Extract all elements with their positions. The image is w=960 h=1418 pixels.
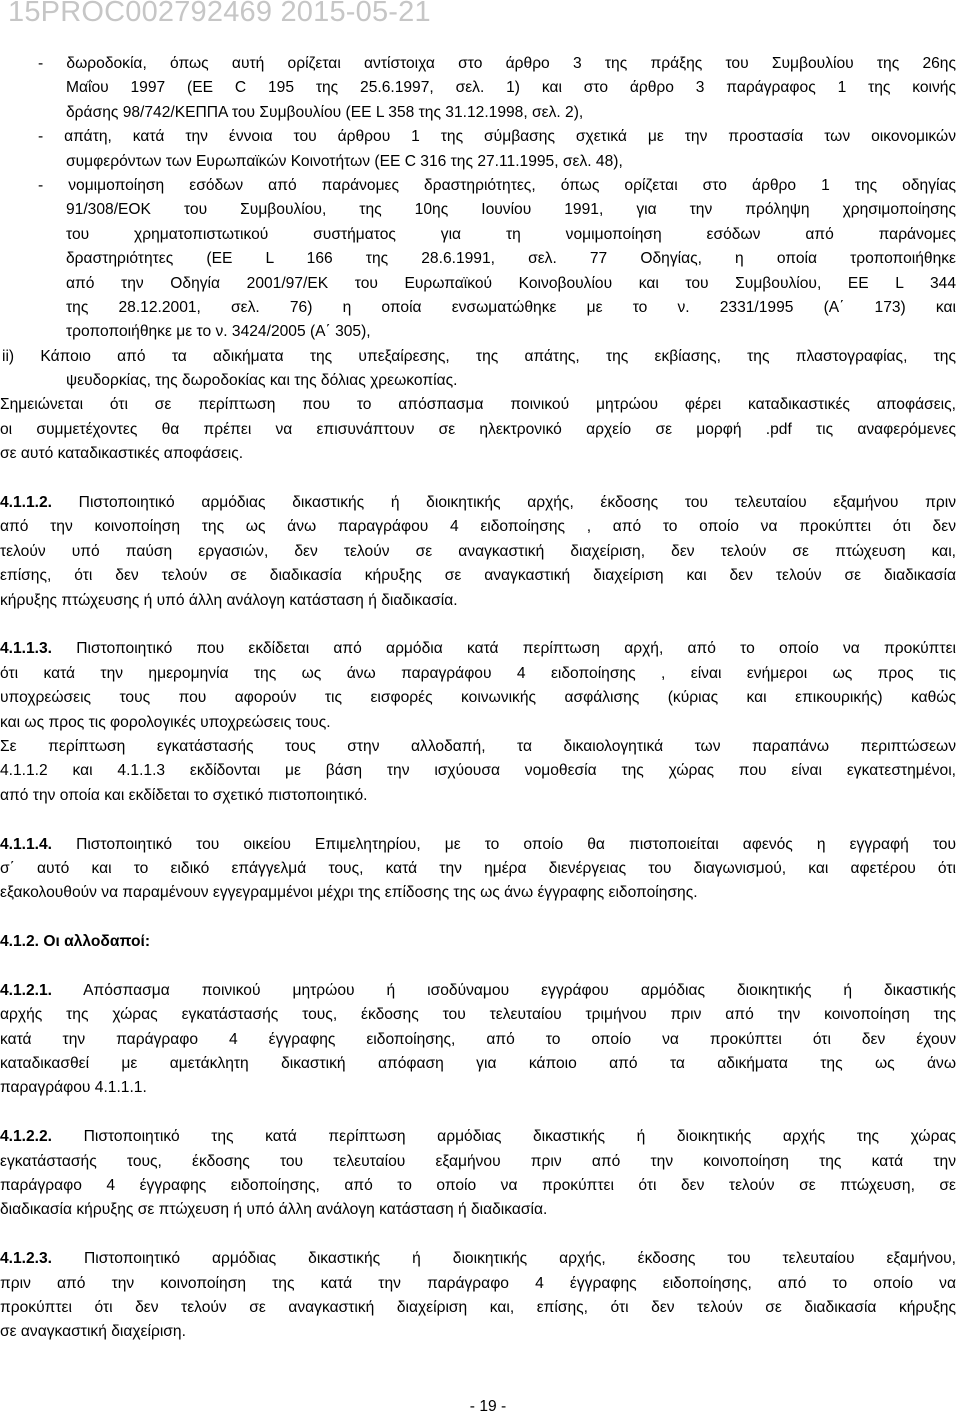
line-text: τελούν υπό παύση εργασιών, δεν τελούν σε αναγκαστική διαχείριση, δεν τελούν σε πτώχευση και, bbox=[0, 542, 956, 560]
line-text: υποχρεώσεις τους που αφορούν τις εισφορές κοινωνικής ασφάλισης (κύριας και επικουρικής) καθώς bbox=[0, 689, 956, 707]
paragraph-spacer bbox=[0, 613, 960, 637]
line-text: ii) Κάποιο από τα αδικήματα της υπεξαίρεσης, της απάτης, της εκβίασης, της πλαστογραφίας, της bbox=[2, 347, 956, 365]
line-text: δράσης 98/742/ΚΕΠΠΑ του Συμβουλίου (ΕΕ L 358 της 31.12.1998, σελ. 2), bbox=[66, 103, 584, 121]
line-text: σε αυτό καταδικαστικές αποφάσεις. bbox=[0, 445, 244, 463]
line-text: εξακολουθούν να παραμένουν εγγεγραμμένοι μέχρι της επίδοσης της ως άνω έγγραφης ειδοποίησης. bbox=[0, 884, 698, 902]
section-number: 4.1.2.1. bbox=[0, 981, 53, 999]
line-text: Σημειώνεται ότι σε περίπτωση που το απόσπασμα ποινικού μητρώου φέρει καταδικαστικές αποφάσεις, bbox=[0, 396, 956, 414]
text-line bbox=[0, 174, 960, 198]
line-text: παράγραφο 4 έγγραφης ειδοποίησης, από το οποίο να προκύπτει ότι δεν τελούν σε πτώχευση, σε bbox=[0, 1176, 956, 1194]
section-number: 4.1.2.2. bbox=[0, 1128, 53, 1146]
line-text: διαδικασία κήρυξης σε πτώχευση ή υπό άλλη ανάλογη κατάσταση ή διαδικασία. bbox=[0, 1201, 548, 1219]
text-line bbox=[0, 784, 960, 808]
text-line bbox=[0, 637, 960, 661]
paragraph-spacer bbox=[0, 1223, 960, 1247]
line-text: και ως προς τις φορολογικές υποχρεώσεις τους. bbox=[0, 713, 331, 731]
text-line bbox=[0, 857, 960, 881]
text-line bbox=[0, 1247, 960, 1271]
text-line bbox=[0, 833, 960, 857]
text-line bbox=[0, 345, 960, 369]
line-text: 91/308/ΕΟΚ του Συμβουλίου, της 10ης Ιουνίου 1991, για την πρόληψη χρησιμοποίησης bbox=[66, 201, 956, 219]
text-line bbox=[0, 296, 960, 320]
section-number: 4.1.1.2. bbox=[0, 494, 53, 512]
line-text: εγκατάστασής τους, έκδοσης του τελευταίου εξαμήνου πριν από την κοινοποίηση της κατά την bbox=[0, 1152, 956, 1170]
text-line bbox=[0, 1150, 960, 1174]
line-text: από την Οδηγία 2001/97/ΕΚ του Ευρωπαϊκού Κοινοβουλίου και του Συμβουλίου, ΕΕ L 344 bbox=[66, 274, 956, 292]
line-text: συμφερόντων των Ευρωπαϊκών Κοινοτήτων (ΕΕ C 316 της 27.11.1995, σελ. 48), bbox=[66, 152, 623, 170]
line-text: πριν από την κοινοποίηση της κατά την παράγραφο 4 έγγραφης ειδοποίησης, από το οποίο να bbox=[0, 1274, 956, 1292]
text-line bbox=[0, 1076, 960, 1100]
line-text: - απάτη, κατά την έννοια του άρθρου 1 της σύμβασης σχετικά με την προστασία των οικονομικών bbox=[38, 128, 956, 146]
text-line bbox=[0, 711, 960, 735]
text-line bbox=[0, 515, 960, 539]
text-line bbox=[0, 540, 960, 564]
text-line bbox=[0, 491, 960, 515]
line-text: αρχής της χώρας εγκατάστασής τους, έκδοσης του τελευταίου τριμήνου πριν από την κοινοποίηση της bbox=[0, 1006, 956, 1024]
text-line bbox=[0, 1296, 960, 1320]
section-number: 4.1.2. Οι αλλοδαποί: bbox=[0, 933, 151, 951]
line-text: δραστηριότητες (ΕΕ L 166 της 28.6.1991, σελ. 77 Οδηγίας, η οποία τροποποιήθηκε bbox=[66, 250, 956, 268]
line-text: - νομιμοποίηση εσόδων από παράνομες δραστηριότητες, όπως ορίζεται στο άρθρο 1 της οδηγίας bbox=[38, 176, 956, 194]
document-body bbox=[0, 52, 960, 1345]
text-line bbox=[0, 198, 960, 222]
section-number: 4.1.1.4. bbox=[0, 835, 53, 853]
line-text: κατά την παράγραφο 4 έγγραφης ειδοποίησης, από το οποίο να προκύπτει ότι δεν έχουν bbox=[0, 1030, 956, 1048]
text-line bbox=[0, 930, 960, 954]
text-line bbox=[0, 393, 960, 417]
text-line bbox=[0, 1028, 960, 1052]
line-text: ψευδορκίας, της δωροδοκίας και της δόλιας χρεωκοπίας. bbox=[66, 372, 458, 390]
text-line bbox=[0, 247, 960, 271]
text-line bbox=[0, 979, 960, 1003]
text-line bbox=[0, 125, 960, 149]
paragraph-spacer bbox=[0, 467, 960, 491]
text-line bbox=[0, 1320, 960, 1344]
text-line bbox=[0, 1003, 960, 1027]
text-line bbox=[0, 101, 960, 125]
text-line bbox=[0, 662, 960, 686]
text-line bbox=[0, 320, 960, 344]
text-line bbox=[0, 150, 960, 174]
line-text: σε αναγκαστική διαχείριση. bbox=[0, 1323, 186, 1341]
line-text: ότι κατά την ημερομηνία της ως άνω παραγράφου 4 ειδοποίησης , είναι ενήμεροι ως προς τις bbox=[0, 664, 956, 682]
line-text: προκύπτει ότι δεν τελούν σε αναγκαστική διαχείριση και, επίσης, ότι δεν τελούν σε διαδικασία κήρυξης bbox=[0, 1298, 956, 1316]
text-line bbox=[0, 223, 960, 247]
text-line bbox=[0, 1198, 960, 1222]
line-text: Πιστοποιητικό αρμόδιας δικαστικής ή διοικητικής αρχής, έκδοσης του τελευταίου εξαμήνου, bbox=[52, 1250, 956, 1268]
page-number: - 19 - bbox=[469, 1398, 507, 1415]
text-line bbox=[0, 369, 960, 393]
text-line bbox=[0, 442, 960, 466]
text-line bbox=[0, 589, 960, 613]
line-text: από την οποία και εκδίδεται το σχετικό πιστοποιητικό. bbox=[0, 786, 368, 804]
line-text: Απόσπασμα ποινικού μητρώου ή ισοδύναμου εγγράφου αρμόδιας διοικητικής ή δικαστικής bbox=[52, 981, 956, 999]
text-line bbox=[0, 52, 960, 76]
text-line bbox=[0, 735, 960, 759]
line-text: οι συμμετέχοντες θα πρέπει να επισυνάπτουν σε ηλεκτρονικό αρχείο σε μορφή .pdf τις αναφερόμενες bbox=[0, 420, 956, 438]
text-line bbox=[0, 564, 960, 588]
line-text: της 28.12.2001, σελ. 76) η οποία ενσωματώθηκε με το ν. 2331/1995 (Α΄ 173) και bbox=[66, 298, 956, 316]
text-line bbox=[0, 76, 960, 100]
paragraph-spacer bbox=[0, 906, 960, 930]
line-text: του χρηματοπιστωτικού συστήματος για τη νομιμοποίηση εσόδων από παράνομες bbox=[66, 225, 956, 243]
text-line bbox=[0, 418, 960, 442]
text-line bbox=[0, 1174, 960, 1198]
line-text: τροποποιήθηκε με το ν. 3424/2005 (Α΄ 305), bbox=[66, 323, 371, 341]
text-line bbox=[0, 1125, 960, 1149]
text-line bbox=[0, 1272, 960, 1296]
line-text: Πιστοποιητικό αρμόδιας δικαστικής ή διοικητικής αρχής, έκδοσης του τελευταίου εξαμήνου πριν bbox=[52, 494, 956, 512]
line-text: από την κοινοποίηση της ως άνω παραγράφου 4 ειδοποίησης , από το οποίο να προκύπτει ότι δεν bbox=[0, 518, 956, 536]
section-number: 4.1.1.3. bbox=[0, 640, 53, 658]
line-text: 4.1.1.2 και 4.1.1.3 εκδίδονται με βάση την ισχύουσα νομοθεσία της χώρας που είναι εγκατεστημένοι, bbox=[0, 762, 956, 780]
text-line bbox=[0, 1052, 960, 1076]
section-number: 4.1.2.3. bbox=[0, 1250, 53, 1268]
paragraph-spacer bbox=[0, 1101, 960, 1125]
line-text: Σε περίπτωση εγκατάστασής τους στην αλλοδαπή, τα δικαιολογητικά των παραπάνω περιπτώσεων bbox=[0, 737, 956, 755]
line-text: Πιστοποιητικό του οικείου Επιμελητηρίου, με το οποίο θα πιστοποιείται αφενός η εγγραφή του bbox=[52, 835, 956, 853]
paragraph-spacer bbox=[0, 808, 960, 832]
line-text: παραγράφου 4.1.1.1. bbox=[0, 1079, 147, 1097]
line-text: σ΄ αυτό και το ειδικό επάγγελμά τους, κατά την ημέρα διενέργειας του διαγωνισμού, και αφετέρου ότι bbox=[0, 859, 956, 877]
line-text: Μαΐου 1997 (ΕΕ C 195 της 25.6.1997, σελ. 1) και στο άρθρο 3 παράγραφος 1 της κοινής bbox=[66, 79, 956, 97]
line-text: επίσης, ότι δεν τελούν σε διαδικασία κήρυξης σε αναγκαστική διαχείριση και δεν τελούν σε διαδικασία bbox=[0, 567, 956, 585]
text-line bbox=[0, 272, 960, 296]
line-text: Πιστοποιητικό που εκδίδεται από αρμόδια κατά περίπτωση αρχή, από το οποίο να προκύπτει bbox=[52, 640, 956, 658]
paragraph-spacer bbox=[0, 954, 960, 978]
line-text: καταδικασθεί με αμετάκλητη δικαστική απόφαση για κάποιο από τα αδικήματα της ως άνω bbox=[0, 1055, 956, 1073]
line-text: - δωροδοκία, όπως αυτή ορίζεται αντίστοιχα στο άρθρο 3 της πράξης του Συμβουλίου της 26ης bbox=[38, 55, 956, 72]
text-line bbox=[0, 686, 960, 710]
line-text: Πιστοποιητικό της κατά περίπτωση αρμόδιας δικαστικής ή διοικητικής αρχής της χώρας bbox=[52, 1128, 956, 1146]
line-text: κήρυξης πτώχευσης ή υπό άλλη ανάλογη κατάσταση ή διαδικασία. bbox=[0, 591, 458, 609]
document-id-header: 15PROC002792469 2015-05-21 bbox=[8, 0, 431, 28]
text-line bbox=[0, 759, 960, 783]
text-line bbox=[0, 881, 960, 905]
